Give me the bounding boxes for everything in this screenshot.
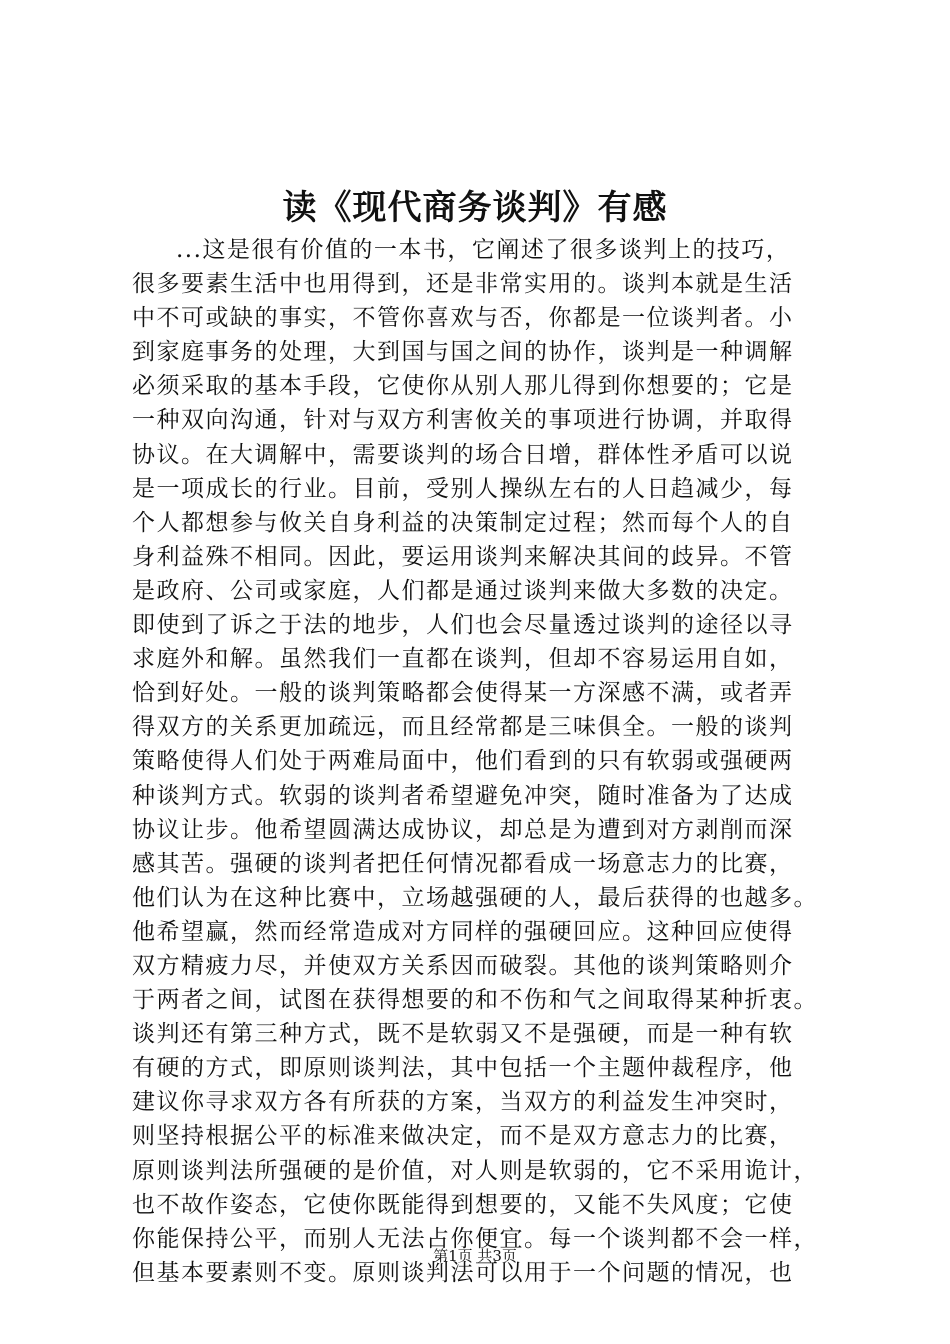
body-line: 协议让步。他希望圆满达成协议，却总是为遭到对方剥削而深 [132, 816, 794, 843]
body-line: 是一项成长的行业。目前，受别人操纵左右的人日趋减少，每 [132, 475, 794, 502]
body-line: 于两者之间，试图在获得想要的和不伤和气之间取得某种折衷。 [132, 987, 818, 1014]
body-line: 到家庭事务的处理，大到国与国之间的协作，谈判是一种调解 [132, 339, 794, 366]
body-line: 是政府、公司或家庭，人们都是通过谈判来做大多数的决定。 [132, 577, 794, 604]
body-line: 策略使得人们处于两难局面中，他们看到的只有软弱或强硬两 [132, 748, 794, 775]
body-line: 个人都想参与攸关自身利益的决策制定过程；然而每个人的自 [132, 509, 794, 536]
body-line: 求庭外和解。虽然我们一直都在谈判，但却不容易运用自如， [132, 646, 794, 673]
body-line: 种谈判方式。软弱的谈判者希望避免冲突，随时准备为了达成 [132, 782, 794, 809]
body-line: 协议。在大调解中，需要谈判的场合日增，群体性矛盾可以说 [132, 441, 794, 468]
body-line: 感其苦。强硬的谈判者把任何情况都看成一场意志力的比赛， [132, 850, 794, 877]
body-line: 身利益殊不相同。因此，要运用谈判来解决其间的歧异。不管 [132, 543, 794, 570]
body-line: 很多要素生活中也用得到，还是非常实用的。谈判本就是生活 [132, 271, 794, 298]
body-line: 你能保持公平，而别人无法占你便宜。每一个谈判都不会一样， [132, 1225, 818, 1252]
body-line: 原则谈判法所强硬的是价值，对人则是软弱的，它不采用诡计， [132, 1157, 818, 1184]
body-line: 恰到好处。一般的谈判策略都会使得某一方深感不满，或者弄 [132, 680, 794, 707]
body-line: 也不故作姿态，它使你既能得到想要的，又能不失风度；它使 [132, 1191, 794, 1218]
body-line: 必须采取的基本手段，它使你从别人那儿得到你想要的；它是 [132, 373, 794, 400]
body-line: ...这是很有价值的一本书，它阐述了很多谈判上的技巧， [176, 237, 791, 263]
page-footer: 第1页 共3页 [433, 1247, 517, 1265]
body-line: 则坚持根据公平的标准来做决定，而不是双方意志力的比赛， [132, 1123, 794, 1150]
body-line: 一种双向沟通，针对与双方利害攸关的事项进行协调，并取得 [132, 407, 794, 434]
body-line: 得双方的关系更加疏远，而且经常都是三味俱全。一般的谈判 [132, 714, 794, 741]
body-line: 即使到了诉之于法的地步，人们也会尽量透过谈判的途径以寻 [132, 612, 794, 639]
document-body [132, 233, 832, 1290]
body-line: 但基本要素则不变。原则谈判法可以用于一个问题的情况，也 [132, 1259, 794, 1286]
body-line: 双方精疲力尽，并使双方关系因而破裂。其他的谈判策略则介 [132, 952, 794, 979]
body-line: 他们认为在这种比赛中，立场越强硬的人，最后获得的也越多。 [132, 884, 818, 911]
body-line: 中不可或缺的事实，不管你喜欢与否，你都是一位谈判者。小 [132, 305, 794, 332]
document-title: 读《现代商务谈判》有感 [282, 188, 668, 228]
body-line: 谈判还有第三种方式，既不是软弱又不是强硬，而是一种有软 [132, 1021, 794, 1048]
body-line: 有硬的方式，即原则谈判法，其中包括一个主题仲裁程序，他 [132, 1055, 794, 1082]
body-line: 他希望赢，然而经常造成对方同样的强硬回应。这种回应使得 [132, 918, 794, 945]
body-line: 建议你寻求双方各有所获的方案，当双方的利益发生冲突时， [132, 1089, 794, 1116]
